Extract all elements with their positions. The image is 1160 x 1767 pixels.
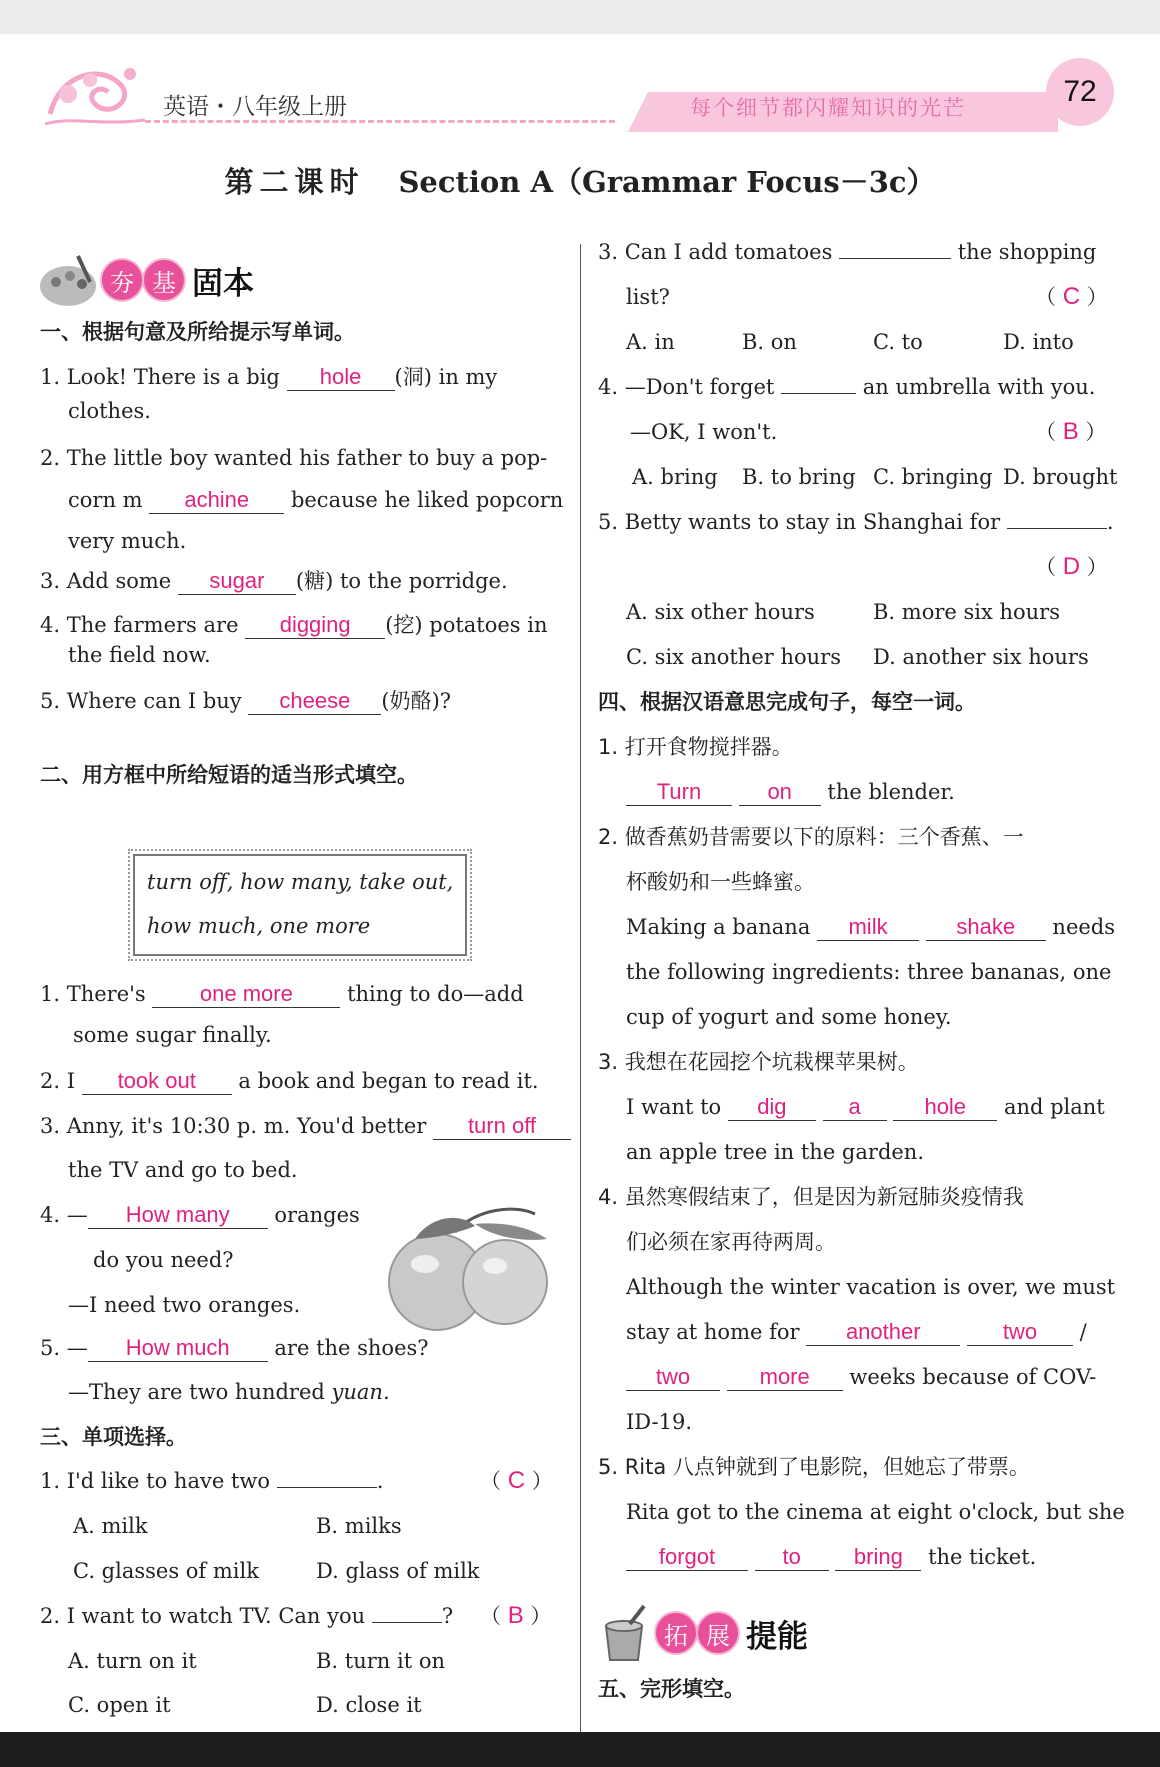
p3-q2-answer: B bbox=[507, 1602, 524, 1629]
p2-q1 bbox=[40, 979, 524, 1009]
p4-q4-en2 bbox=[626, 1317, 1087, 1347]
p3-q1-answer: C bbox=[507, 1467, 526, 1494]
p1-q3-answer[interactable]: sugar bbox=[178, 568, 296, 595]
p4-q2-en1 bbox=[626, 912, 1115, 942]
p4-q5-tail: the ticket. bbox=[928, 1545, 1037, 1569]
p2-q5-reply-text: —They are two hundred bbox=[68, 1380, 325, 1404]
p3-q2: 2. I want to watch TV. Can you ? bbox=[40, 1604, 454, 1628]
p3-q2-opt-c: C. open it bbox=[68, 1693, 171, 1717]
p4-q4-en1: Although the winter vacation is over, we must bbox=[626, 1275, 1116, 1299]
palette-icon bbox=[38, 252, 100, 308]
workbook-page bbox=[0, 34, 1160, 1732]
p1-q4-cont: the field now. bbox=[68, 643, 211, 667]
p4-q1-answer-2[interactable]: on bbox=[739, 779, 821, 806]
p2-q1-cont: some sugar finally. bbox=[73, 1023, 272, 1047]
p4-q3-answer-2[interactable]: a bbox=[823, 1094, 887, 1121]
p4-q3-answer-1[interactable]: dig bbox=[728, 1094, 816, 1121]
p4-q1-tail: the blender. bbox=[827, 780, 955, 804]
p4-q5-answer-1[interactable]: forgot bbox=[626, 1544, 748, 1571]
p3-q2-blank bbox=[372, 1602, 442, 1623]
p1-q3-text: 3. Add some bbox=[40, 569, 172, 593]
p1-q4 bbox=[40, 610, 548, 640]
phrase-box bbox=[133, 854, 467, 956]
page-title bbox=[0, 160, 1160, 201]
p4-q2-cn1: 2. 做香蕉奶昔需要以下的原料：三个香蕉、一 bbox=[598, 825, 1024, 849]
lesson-label: 第二课时 bbox=[224, 165, 365, 199]
p4-q1-en bbox=[626, 777, 955, 807]
p2-q4-answer[interactable]: How many bbox=[88, 1202, 268, 1229]
p4-q4-en4: ID-19. bbox=[626, 1410, 693, 1434]
p3-q1-opt-a: A. milk bbox=[73, 1514, 148, 1538]
p3-q4-tail: an umbrella with you. bbox=[862, 375, 1096, 399]
p2-q2-answer[interactable]: took out bbox=[82, 1068, 232, 1095]
p2-q5 bbox=[40, 1333, 429, 1363]
p3-q3-opt-d: D. into bbox=[1003, 330, 1074, 354]
p4-q2-en2: the following ingredients: three bananas, one bbox=[626, 960, 1112, 984]
p3-q1-choice[interactable]: （ C ） bbox=[480, 1467, 553, 1494]
header-motto: 每个细节都闪耀知识的光芒 bbox=[690, 96, 966, 120]
p3-q5-opt-a: A. six other hours bbox=[626, 600, 815, 624]
p2-q5-reply bbox=[68, 1377, 390, 1407]
p3-q5-choice[interactable]: （ D ） bbox=[1035, 553, 1108, 580]
part1-heading: 一、根据句意及所给提示写单词。 bbox=[40, 320, 355, 344]
p2-q4-reply: —I need two oranges. bbox=[68, 1293, 301, 1317]
section-header-extension bbox=[598, 1604, 808, 1662]
p4-q3-answer-3[interactable]: hole bbox=[893, 1094, 997, 1121]
part3-heading: 三、单项选择。 bbox=[40, 1425, 187, 1449]
p4-q3-text: I want to bbox=[626, 1095, 722, 1119]
part2-heading: 二、用方框中所给短语的适当形式填空。 bbox=[40, 763, 418, 787]
p4-q4-slash: / bbox=[1079, 1320, 1087, 1344]
section-header-basics bbox=[38, 252, 254, 308]
p3-q4-opt-d: D. brought bbox=[1003, 465, 1118, 489]
p3-q4 bbox=[598, 372, 1095, 402]
p4-q3-en1 bbox=[626, 1092, 1105, 1122]
p4-q2-cn2: 杯酸奶和一些蜂蜜。 bbox=[626, 870, 815, 894]
p4-q4-en3 bbox=[626, 1362, 1096, 1392]
page-number: 72 bbox=[1046, 58, 1114, 126]
p4-q4-answer-2[interactable]: two bbox=[967, 1319, 1073, 1346]
p3-q2-opt-d: D. close it bbox=[316, 1693, 422, 1717]
p1-q2: 2. The little boy wanted his father to buy a pop- bbox=[40, 446, 548, 470]
p2-q2-tail: a book and began to read it. bbox=[238, 1069, 539, 1093]
top-scan-band bbox=[0, 0, 1160, 34]
book-title: 英语・八年级上册 bbox=[163, 94, 347, 120]
p1-q2-line2 bbox=[68, 485, 563, 515]
p3-q2-text: 2. I want to watch TV. Can you bbox=[40, 1604, 366, 1628]
bottom-scan-band bbox=[0, 1732, 1160, 1767]
badge-ji: 基 bbox=[142, 258, 186, 302]
section-label: Section A（Grammar Focus－3c） bbox=[398, 165, 936, 199]
p1-q4-text: 4. The farmers are bbox=[40, 613, 239, 637]
p3-q3-answer: C bbox=[1062, 283, 1081, 310]
p2-q1-text: 1. There's bbox=[40, 982, 146, 1006]
p4-q5-cn: 5. Rita 八点钟就到了电影院，但她忘了带票。 bbox=[598, 1455, 1030, 1479]
p2-q4-cont: do you need? bbox=[93, 1248, 234, 1272]
p2-q3 bbox=[40, 1111, 571, 1141]
p3-q5-text: 5. Betty wants to stay in Shanghai for bbox=[598, 510, 1001, 534]
p3-q2-opt-b: B. turn it on bbox=[316, 1649, 445, 1673]
p3-q5-blank bbox=[1007, 508, 1107, 529]
section-title-extension: 提能 bbox=[746, 1618, 808, 1655]
p4-q4-text: stay at home for bbox=[626, 1320, 800, 1344]
p3-q5-opt-b: B. more six hours bbox=[873, 600, 1061, 624]
p1-q2-cont: very much. bbox=[68, 529, 187, 553]
p2-q4 bbox=[40, 1200, 360, 1230]
p3-q3-blank bbox=[839, 238, 951, 259]
p4-q3-tail: and plant bbox=[1003, 1095, 1105, 1119]
p3-q2-choice[interactable]: （ B ） bbox=[480, 1602, 552, 1629]
p1-q5 bbox=[40, 686, 451, 716]
p4-q2-en3: cup of yogurt and some honey. bbox=[626, 1005, 952, 1029]
p2-q5-reply-italic: yuan. bbox=[331, 1380, 390, 1404]
p4-q4-cn1: 4. 虽然寒假结束了，但是因为新冠肺炎疫情我 bbox=[598, 1185, 1024, 1209]
p3-q1-opt-b: B. milks bbox=[316, 1514, 402, 1538]
p3-q4-opt-a: A. bring bbox=[632, 465, 718, 489]
p3-q4-opt-b: B. to bring bbox=[742, 465, 856, 489]
p3-q4-answer: B bbox=[1062, 418, 1079, 445]
p4-q4-answer-4[interactable]: more bbox=[727, 1364, 843, 1391]
p2-q1-tail: thing to do—add bbox=[347, 982, 524, 1006]
p4-q4-answer-3[interactable]: two bbox=[626, 1364, 720, 1391]
p1-q1-cont: clothes. bbox=[68, 399, 151, 423]
p3-q1: 1. I'd like to have two . bbox=[40, 1469, 384, 1493]
p2-q3-answer[interactable]: turn off bbox=[433, 1113, 571, 1140]
p3-q5-answer: D bbox=[1062, 553, 1081, 580]
p1-q4-answer[interactable]: digging bbox=[245, 612, 385, 639]
p3-q4-choice[interactable]: （ B ） bbox=[1035, 418, 1107, 445]
p2-q5-answer[interactable]: How much bbox=[88, 1335, 268, 1362]
p3-q1-opt-d: D. glass of milk bbox=[316, 1559, 480, 1583]
p4-q4-answer-1[interactable]: another bbox=[806, 1319, 960, 1346]
p4-q3-en2: an apple tree in the garden. bbox=[626, 1140, 925, 1164]
p4-q4-tail: weeks because of COV- bbox=[849, 1365, 1097, 1389]
p4-q1-cn: 1. 打开食物搅拌器。 bbox=[598, 735, 793, 759]
p3-q1-text: 1. I'd like to have two bbox=[40, 1469, 270, 1493]
p1-q1-text: 1. Look! There is a big bbox=[40, 365, 280, 389]
p3-q4-blank bbox=[781, 373, 856, 394]
p3-q3-opt-a: A. in bbox=[626, 330, 675, 354]
p1-q2-tail: because he liked popcorn bbox=[290, 488, 564, 512]
p2-q3-cont: the TV and go to bed. bbox=[68, 1158, 298, 1182]
p2-q4-tail: oranges bbox=[274, 1203, 360, 1227]
p3-q3-opt-c: C. to bbox=[873, 330, 923, 354]
column-divider bbox=[580, 244, 581, 1732]
p3-q1-opt-c: C. glasses of milk bbox=[73, 1559, 259, 1583]
p2-q5-text: 5. — bbox=[40, 1336, 88, 1360]
p3-q3-tail: the shopping bbox=[957, 240, 1097, 264]
p2-q2 bbox=[40, 1066, 539, 1096]
p3-q5: 5. Betty wants to stay in Shanghai for . bbox=[598, 510, 1114, 534]
badge-hang: 夯 bbox=[100, 258, 144, 302]
p4-q5-answer-3[interactable]: bring bbox=[835, 1544, 921, 1571]
p4-q3-cn: 3. 我想在花园挖个坑栽棵苹果树。 bbox=[598, 1050, 919, 1074]
p3-q5-opt-c: C. six another hours bbox=[626, 645, 841, 669]
phrase-box-line1: turn off, how many, take out, bbox=[147, 870, 454, 894]
p4-q2-text: Making a banana bbox=[626, 915, 811, 939]
p1-q4-hint: (挖) potatoes in bbox=[385, 613, 548, 637]
p2-q3-text: 3. Anny, it's 10:30 p. m. You'd better bbox=[40, 1114, 427, 1138]
p2-q4-text: 4. — bbox=[40, 1203, 88, 1227]
section-title-basics: 固本 bbox=[192, 265, 254, 302]
p3-q2-opt-a: A. turn on it bbox=[68, 1649, 197, 1673]
p2-q1-answer[interactable]: one more bbox=[152, 981, 340, 1008]
phrase-box-line2: how much, one more bbox=[147, 914, 371, 938]
p3-q3 bbox=[598, 237, 1096, 267]
p4-q2-answer-1[interactable]: milk bbox=[817, 914, 919, 941]
p3-q4-opt-c: C. bringing bbox=[873, 465, 993, 489]
p4-q2-tail: needs bbox=[1052, 915, 1116, 939]
p4-q1-answer-1[interactable]: Turn bbox=[626, 779, 732, 806]
p3-q3-text: 3. Can I add tomatoes bbox=[598, 240, 833, 264]
p4-q4-cn2: 们必须在家再待两周。 bbox=[626, 1230, 836, 1254]
p1-q2-text: corn m bbox=[68, 488, 143, 512]
p4-q2-answer-2[interactable]: shake bbox=[926, 914, 1046, 941]
paint-bucket-icon bbox=[598, 1604, 654, 1662]
p4-q5-answer-2[interactable]: to bbox=[755, 1544, 829, 1571]
badge-tuo: 拓 bbox=[654, 1611, 698, 1655]
p3-q4-reply: —OK, I won't. bbox=[630, 420, 778, 444]
oranges-image bbox=[375, 1204, 565, 1334]
p1-q1 bbox=[40, 362, 497, 392]
floral-ornament-icon bbox=[40, 54, 150, 134]
p1-q2-answer[interactable]: achine bbox=[149, 487, 284, 514]
p3-q4-text: 4. —Don't forget bbox=[598, 375, 775, 399]
p2-q2-text: 2. I bbox=[40, 1069, 76, 1093]
badge-zhan: 展 bbox=[696, 1611, 740, 1655]
p4-q5-en1: Rita got to the cinema at eight o'clock, but she bbox=[626, 1500, 1125, 1524]
p1-q5-hint: (奶酪)? bbox=[381, 689, 452, 713]
p3-q3-opt-b: B. on bbox=[742, 330, 797, 354]
p3-q3-choice[interactable]: （ C ） bbox=[1035, 283, 1108, 310]
part4-heading: 四、根据汉语意思完成句子，每空一词。 bbox=[598, 690, 976, 714]
p3-q1-blank bbox=[277, 1467, 377, 1488]
p1-q1-answer[interactable]: hole bbox=[287, 364, 395, 391]
p3-q3-cont: list? bbox=[626, 285, 670, 309]
p4-q5-en2 bbox=[626, 1542, 1036, 1572]
part5-heading: 五、完形填空。 bbox=[598, 1677, 745, 1701]
p2-q5-tail: are the shoes? bbox=[274, 1336, 429, 1360]
header-dashed-line bbox=[145, 120, 615, 123]
p1-q5-text: 5. Where can I buy bbox=[40, 689, 242, 713]
p3-q5-opt-d: D. another six hours bbox=[873, 645, 1089, 669]
p1-q5-answer[interactable]: cheese bbox=[248, 688, 381, 715]
p1-q3 bbox=[40, 566, 508, 596]
p1-q1-hint: (洞) in my bbox=[394, 365, 498, 389]
p1-q3-hint: (糖) to the porridge. bbox=[295, 569, 508, 593]
